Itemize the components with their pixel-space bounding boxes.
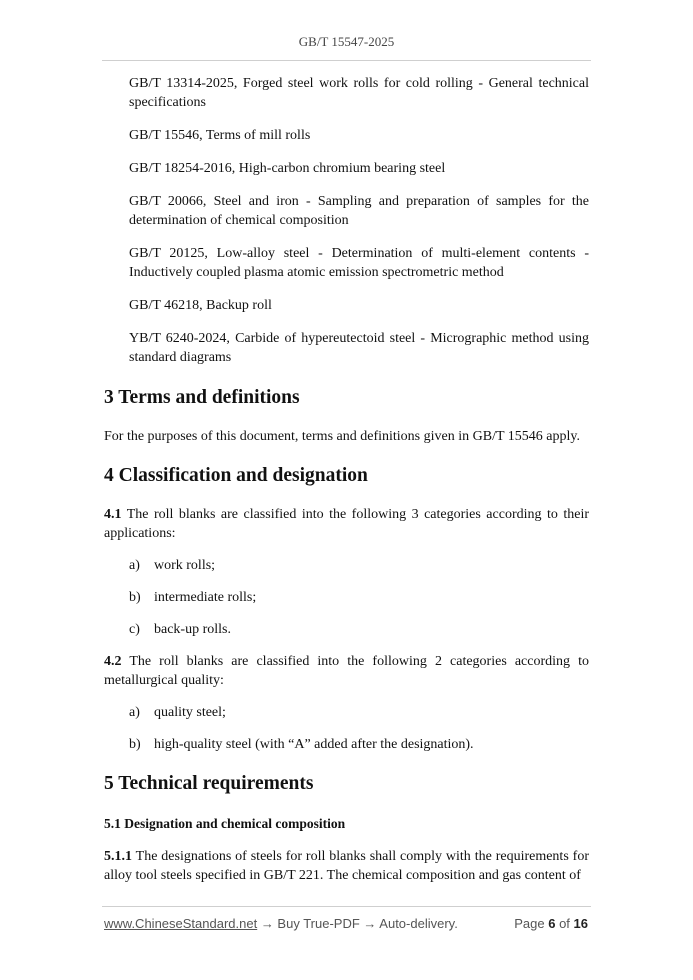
- list-item: [129, 735, 589, 754]
- header-divider: [102, 60, 591, 61]
- section-3-heading: 3 Terms and definitions: [104, 387, 300, 408]
- section-5-heading: 5 Technical requirements: [104, 773, 314, 794]
- reference-item: GB/T 18254-2016, High-carbon chromium bearing steel: [129, 161, 446, 176]
- page-total: 16: [573, 916, 588, 931]
- list-text: intermediate rolls;: [154, 590, 257, 605]
- page-footer: [104, 916, 588, 931]
- reference-item: GB/T 15546, Terms of mill rolls: [129, 128, 311, 143]
- clause-text: The roll blanks are classified into the following 2 categories according to metallurgical quality:: [104, 654, 589, 688]
- clause-text: The designations of steels for roll blanks shall comply with the requirements for alloy tool steels specified in GB/T 221. The chemical composition and gas content of: [104, 849, 589, 883]
- list-text: work rolls;: [154, 558, 216, 573]
- site-link[interactable]: www.ChineseStandard.net: [104, 916, 258, 931]
- reference-item: GB/T 13314-2025, Forged steel work rolls for cold rolling - General technical specifications: [129, 76, 589, 110]
- page-content: [104, 74, 589, 885]
- list-text: quality steel;: [154, 705, 226, 720]
- reference-item: GB/T 20066, Steel and iron - Sampling and preparation of samples for the determination of chemical composition: [129, 194, 589, 228]
- page-label: Page: [514, 916, 549, 931]
- reference-item: GB/T 46218, Backup roll: [129, 298, 272, 313]
- clause-number: 4.1: [104, 507, 122, 522]
- list-marker: c): [129, 622, 140, 637]
- running-header: GB/T 15547-2025: [298, 34, 395, 49]
- list-marker: b): [129, 590, 141, 605]
- reference-item: YB/T 6240-2024, Carbide of hypereutectoid steel - Micrographic method using standard diagrams: [129, 331, 589, 365]
- footer-divider: [102, 906, 591, 907]
- promo-text: → Buy True-PDF → Auto-delivery.: [257, 916, 458, 931]
- reference-item: GB/T 20125, Low-alloy steel - Determination of multi-element contents - Inductively coupled plasma atomic emission spectrometric method: [129, 246, 589, 280]
- clause-4-1: [104, 505, 589, 543]
- list-text: back-up rolls.: [154, 622, 231, 637]
- clause-number: 4.2: [104, 654, 122, 669]
- page-indicator: [514, 916, 588, 931]
- page-number: 6: [548, 916, 556, 931]
- list-marker: a): [129, 705, 140, 720]
- list-marker: a): [129, 558, 140, 573]
- subsection-5-1-heading: 5.1 Designation and chemical composition: [104, 816, 346, 831]
- list-item: [129, 620, 589, 639]
- clause-number: 5.1.1: [104, 849, 132, 864]
- list-item: [129, 588, 589, 607]
- clause-text: The roll blanks are classified into the following 3 categories according to their applications:: [104, 507, 589, 541]
- list-item: [129, 703, 589, 722]
- list-text: high-quality steel (with “A” added after the designation).: [154, 737, 474, 752]
- list-marker: b): [129, 737, 141, 752]
- clause-4-2: [104, 652, 589, 690]
- of-label: of: [555, 916, 574, 931]
- list-item: [129, 556, 589, 575]
- section-3-text: For the purposes of this document, terms and definitions given in GB/T 15546 apply.: [104, 429, 580, 444]
- clause-5-1-1: [104, 847, 589, 885]
- section-4-heading: 4 Classification and designation: [104, 465, 368, 486]
